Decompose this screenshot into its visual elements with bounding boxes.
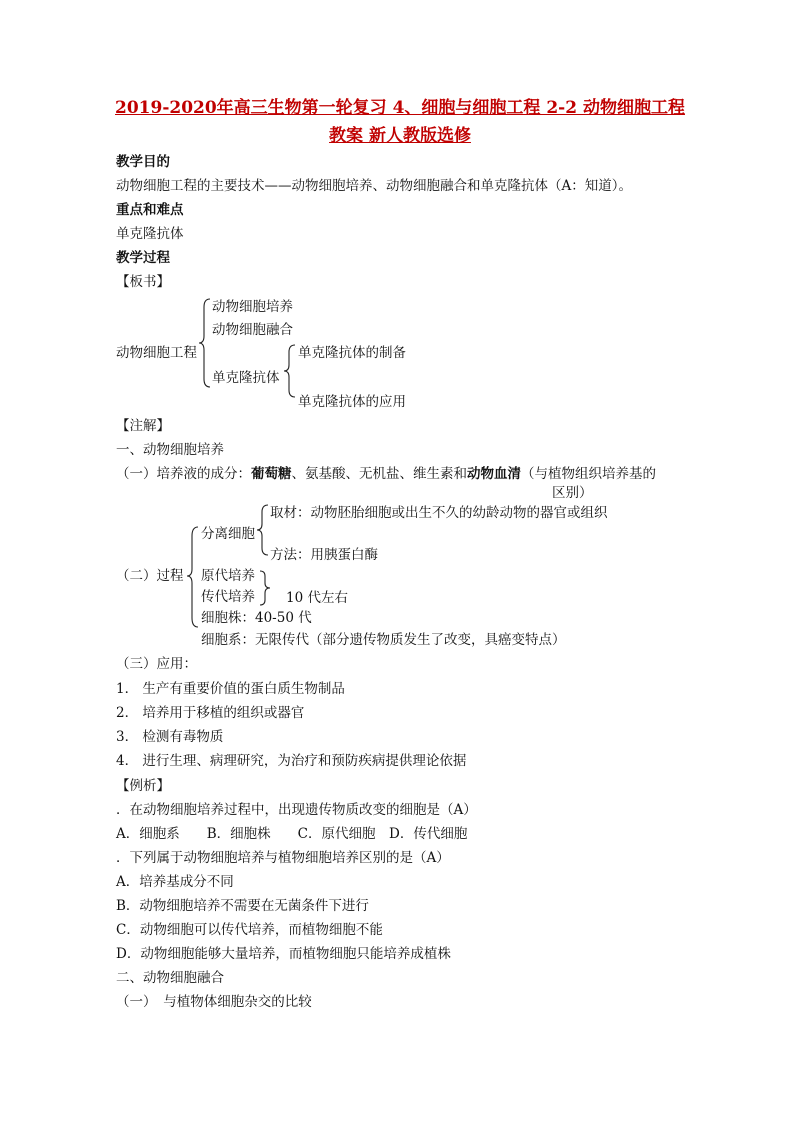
process-subculture: 传代培养 — [201, 589, 255, 605]
objectives-heading: 教学目的 — [116, 154, 170, 170]
section-cell-fusion: 二、动物细胞融合 — [116, 970, 224, 986]
question-2-option: A．培养基成分不同 — [116, 874, 234, 890]
process-cell-line: 细胞系：无限传代（部分遗传物质发生了改变，具癌变特点） — [201, 632, 566, 648]
process-brace-main — [186, 526, 200, 628]
section-cell-culture: 一、动物细胞培养 — [116, 442, 224, 458]
process-primary: 原代培养 — [201, 568, 255, 584]
process-label: （二）过程 — [116, 568, 184, 584]
process-method: 方法：用胰蛋白酶 — [270, 547, 378, 563]
fusion-comparison: （一） 与植物体细胞杂交的比较 — [116, 994, 312, 1010]
page-title-line1: 2019-2020年高三生物第一轮复习 4、细胞与细胞工程 2-2 动物细胞工程 — [115, 98, 685, 118]
board-sub-application: 单克隆抗体的应用 — [298, 394, 406, 410]
examples-label: 【例析】 — [116, 778, 170, 794]
board-sub-preparation: 单克隆抗体的制备 — [298, 345, 406, 361]
board-item-monoclonal: 单克隆抗体 — [212, 370, 280, 386]
board-brace-main — [198, 298, 212, 388]
question-2-option: C．动物细胞可以传代培养，而植物细胞不能 — [116, 922, 383, 938]
board-item-cell-fusion: 动物细胞融合 — [212, 322, 293, 338]
board-root: 动物细胞工程 — [116, 345, 197, 361]
application-item: 3． 检测有毒物质 — [116, 729, 224, 745]
application-item: 4． 进行生理、病理研究，为治疗和预防疾病提供理论依据 — [116, 753, 467, 769]
board-label: 【板书】 — [116, 274, 170, 290]
question-2-option: D．动物细胞能够大量培养，而植物细胞只能培养成植株 — [116, 946, 451, 962]
objectives-text: 动物细胞工程的主要技术——动物细胞培养、动物细胞融合和单克隆抗体（A：知道）。 — [116, 178, 632, 194]
board-item-cell-culture: 动物细胞培养 — [212, 299, 293, 315]
board-brace-monoclonal — [283, 344, 297, 398]
medium-composition-cont: 区别） — [552, 485, 593, 501]
question-1: ．在动物细胞培养过程中，出现遗传物质改变的细胞是（A） — [116, 802, 477, 818]
process-strain: 细胞株：40-50 代 — [201, 610, 312, 626]
process-brace-separate — [256, 504, 270, 556]
process-brace-generation — [259, 570, 271, 606]
page-title-line2: 教案 新人教版选修 — [329, 126, 471, 146]
question-2: ．下列属于动物细胞培养与植物细胞培养区别的是（A） — [116, 850, 450, 866]
key-points-heading: 重点和难点 — [116, 202, 184, 218]
notes-label: 【注解】 — [116, 418, 170, 434]
process-gen10: 10 代左右 — [286, 590, 348, 606]
process-take: 取材：动物胚胎细胞或出生不久的幼龄动物的器官或组织 — [270, 505, 608, 521]
key-points-text: 单克隆抗体 — [116, 226, 184, 242]
medium-composition: （一）培养液的成分：葡萄糖、氨基酸、无机盐、维生素和动物血清（与植物组织培养基的 — [116, 466, 656, 482]
application-item: 2． 培养用于移植的组织或器官 — [116, 705, 305, 721]
application-item: 1． 生产有重要价值的蛋白质生物制品 — [116, 681, 345, 697]
process-heading: 教学过程 — [116, 250, 170, 266]
question-1-options: A．细胞系 B．细胞株 C．原代细胞 D．传代细胞 — [116, 826, 468, 842]
process-separate: 分离细胞 — [201, 526, 255, 542]
question-2-option: B．动物细胞培养不需要在无菌条件下进行 — [116, 898, 369, 914]
applications-heading: （三）应用： — [116, 656, 197, 672]
